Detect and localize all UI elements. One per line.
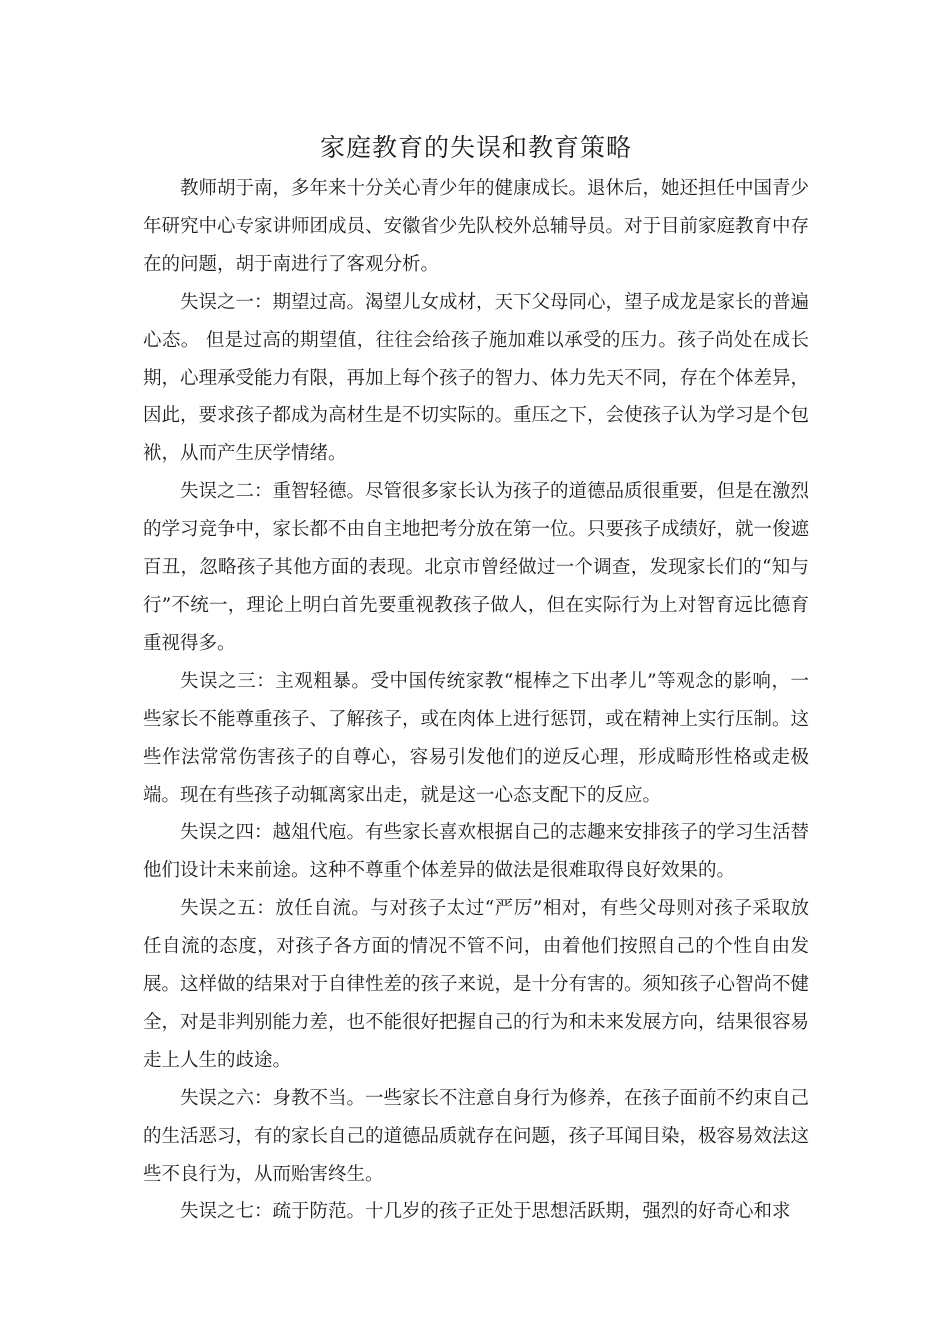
paragraph-mistake-5: 失误之五：放任自流。与对孩子太过“严厉”相对，有些父母则对孩子采取放任自流的态度，对孩子各方面的情况不管不问，由着他们按照自己的个性自由发展。这样做的结果对于自律性差的孩子来说，是十分有害的。须知孩子心智尚不健全，对是非判别能力差，也不能很好把握自己的行为和未来发展方向，结果很容易走上人生的歧途。 bbox=[143, 898, 810, 1071]
paragraph-mistake-3: 失误之三：主观粗暴。受中国传统家教“棍棒之下出孝儿”等观念的影响，一些家长不能尊重孩子、了解孩子，或在肉体上进行惩罚，或在精神上实行压制。这些作法常常伤害孩子的自尊心，容易引发他们的逆反心理，形成畸形性格或走极端。现在有些孩子动辄离家出走，就是这一心态支配下的反应。 bbox=[143, 670, 810, 806]
paragraph-mistake-1: 失误之一：期望过高。渴望儿女成材，天下父母同心，望子成龙是家长的普遍心态。 但是过高的期望值，往往会给孩子施加难以承受的压力。孩子尚处在成长期，心理承受能力有限，再加上每个孩子的智力、体力先天不同，存在个体差异，因此，要求孩子都成为高材生是不切实际的。重压之下，会使孩子认为学习是个包袱，从而产生厌学情绪。 bbox=[143, 291, 810, 465]
paragraph-intro: 教师胡于南，多年来十分关心青少年的健康成长。退休后，她还担任中国青少年研究中心专家讲师团成员、安徽省少先队校外总辅导员。对于目前家庭教育中存在的问题，胡于南进行了客观分析。 bbox=[143, 178, 810, 275]
document-page bbox=[143, 128, 809, 1231]
paragraph-mistake-4: 失误之四：越俎代庖。有些家长喜欢根据自己的志趣来安排孩子的学习生活替他们设计未来前途。这种不尊重个体差异的做法是很难取得良好效果的。 bbox=[143, 822, 810, 882]
document-title: 家庭教育的失误和教育策略 bbox=[319, 133, 632, 162]
paragraph-mistake-7: 失误之七：疏于防范。十几岁的孩子正处于思想活跃期，强烈的好奇心和求 bbox=[180, 1201, 791, 1223]
paragraph-mistake-6: 失误之六：身教不当。一些家长不注意自身行为修养，在孩子面前不约束自己的生活恶习，有的家长自己的道德品质就存在问题，孩子耳闻目染，极容易效法这些不良行为，从而贻害终生。 bbox=[143, 1087, 810, 1185]
paragraph-mistake-2: 失误之二：重智轻德。尽管很多家长认为孩子的道德品质很重要，但是在激烈的学习竞争中，家长都不由自主地把考分放在第一位。只要孩子成绩好，就一俊遮百丑，忽略孩子其他方面的表现。北京市曾经做过一个调查，发现家长们的“知与行”不统一，理论上明白首先要重视教孩子做人，但在实际行为上对智育远比德育重视得多。 bbox=[143, 481, 810, 654]
